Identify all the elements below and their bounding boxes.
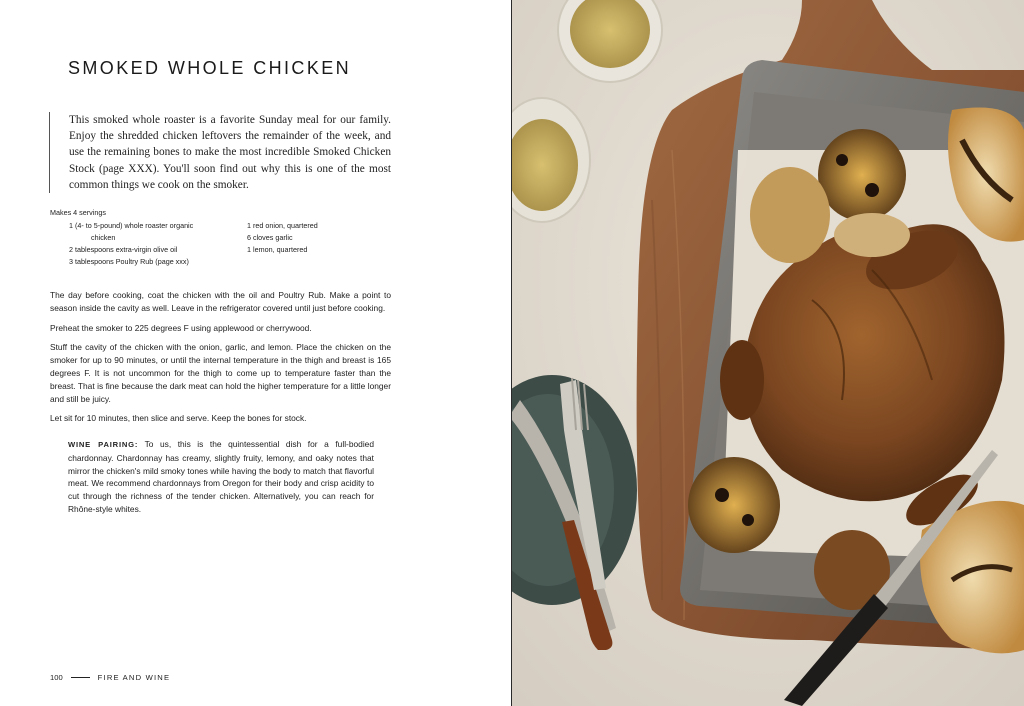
ingredients-list-right (247, 220, 397, 256)
recipe-title: SMOKED WHOLE CHICKEN (68, 58, 352, 78)
ingredient-item: 1 red onion, quartered (247, 221, 318, 230)
wine-pairing-text: To us, this is the quintessential dish for a full-bodied chardonnay. Chardonnay has creamy, slightly fruity, lemony, and oaky notes that mirror the chicken's mild smoky tones while having the body to match that flavorful meat. We recommend chardonnays from Oregon for their body and crisp acidity to cut through the richness of the tender chicken. Alternatively, you can reach for Rhône-style whites. (68, 439, 374, 514)
intro-text: This smoked whole roaster is a favorite Sunday meal for our family. Enjoy the shredded chicken leftovers the remainder of the week, and use the remaining bones to make the most incredible Smoked Chicken Stock (page XXX). You'll soon find out why this is one of the most common things we cook on the smoker. (69, 114, 391, 191)
instruction-paragraph: Stuff the cavity of the chicken with the onion, garlic, and lemon. Place the chicken on the smoker for up to 90 minutes, or until the internal temperature in the thigh and breast is 165 degrees F. It is not uncommon for the thigh to come up to temperature faster than the breast. That is fine because the dark meat can hold the higher temperature for a little longer and still be juicy. (50, 342, 391, 404)
wine-pairing (68, 438, 374, 516)
page-number: 100 (50, 673, 63, 682)
ingredient-item: 1 (4- to 5-pound) whole roaster organic (69, 221, 194, 230)
footer-rule (71, 677, 90, 678)
chicken-photo (512, 0, 1024, 706)
photo-illustration (512, 0, 1024, 706)
ingredient-item: 6 cloves garlic (247, 233, 293, 242)
ingredient-item-continued: chicken (91, 233, 116, 242)
page-footer (50, 673, 170, 682)
wine-pairing-label: WINE PAIRING: (68, 440, 139, 449)
recipe-intro (49, 112, 391, 193)
instruction-paragraph: Preheat the smoker to 225 degrees F using applewood or cherrywood. (50, 322, 312, 333)
ingredient-item: 1 lemon, quartered (247, 245, 308, 254)
ingredients-list-left (69, 220, 239, 268)
section-name: FIRE AND WINE (97, 673, 171, 682)
ingredient-item: 2 tablespoons extra-virgin olive oil (69, 245, 178, 254)
ingredient-item: 3 tablespoons Poultry Rub (page xxx) (69, 257, 189, 266)
recipe-instructions (50, 289, 391, 432)
instruction-paragraph: The day before cooking, coat the chicken with the oil and Poultry Rub. Make a point to season inside the cavity as well. Leave in the refrigerator covered until just before cooking. (50, 290, 391, 313)
yield-text: Makes 4 servings (50, 208, 106, 217)
instruction-paragraph: Let sit for 10 minutes, then slice and serve. Keep the bones for stock. (50, 413, 307, 424)
